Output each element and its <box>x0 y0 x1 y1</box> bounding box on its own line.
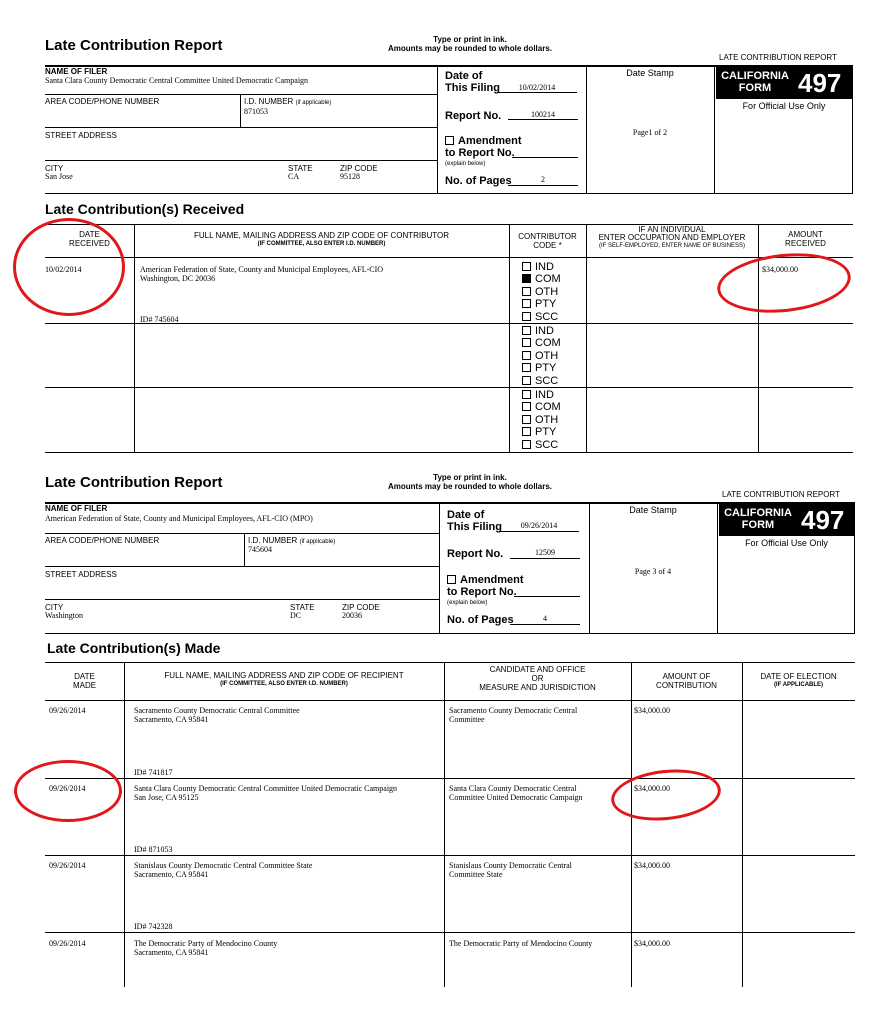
form1-name-label: NAME OF FILER <box>45 67 108 76</box>
form2-amendment-checkbox[interactable] <box>447 575 456 584</box>
form2-col-name: FULL NAME, MAILING ADDRESS AND ZIP CODE OF RECIPIENT (IF COMMITTEE, ALSO ENTER I.D. NUMBER) <box>164 671 404 687</box>
form1-code-group-2: IND COM OTH PTY SCC <box>522 325 561 387</box>
form1-instructions: Type or print in ink. Amounts may be rounded to whole dollars. <box>387 35 552 53</box>
form1-page-of: Page1 of 2 <box>632 128 668 137</box>
form1-section-title: Late Contribution(s) Received <box>45 201 245 217</box>
row-id: ID# 742328 <box>134 922 173 931</box>
row-name: Santa Clara County Democratic Central Committee United Democratic Campaign San Jose, CA 95125 <box>134 784 398 802</box>
code-oth-checkbox[interactable] <box>522 415 531 424</box>
code-ind-checkbox[interactable] <box>522 262 531 271</box>
form2-ca-badge: CALIFORNIA FORM 497 <box>719 504 854 536</box>
form1-row-name: American Federation of State, County and Municipal Employees, AFL-CIO Washington, DC 20036 <box>140 265 384 283</box>
code-scc-checkbox[interactable] <box>522 376 531 385</box>
row-name: The Democratic Party of Mendocino County Sacramento, CA 95841 <box>134 939 278 957</box>
form1-pages-label: No. of Pages <box>445 175 512 187</box>
form1-id-label: I.D. NUMBER (if applicable) <box>244 97 332 106</box>
row-candidate: Santa Clara County Democratic Central Committee United Democratic Campaign <box>449 784 583 802</box>
form2-date-label: Date of This Filing <box>447 509 502 533</box>
form1-phone-label: AREA CODE/PHONE NUMBER <box>45 97 160 106</box>
form2-name-label: NAME OF FILER <box>45 504 108 513</box>
form2-city-value: Washington <box>45 611 84 620</box>
code-oth-checkbox[interactable] <box>522 287 531 296</box>
annotation-circle-date-made <box>14 760 122 822</box>
row-date: 09/26/2014 <box>49 939 86 948</box>
code-ind-checkbox[interactable] <box>522 326 531 335</box>
row-name: Sacramento County Democratic Central Committee Sacramento, CA 95841 <box>134 706 300 724</box>
row-id: ID# 741817 <box>134 768 173 777</box>
form2-name-value: American Federation of State, County and Municipal Employees, AFL-CIO (MPO) <box>45 514 313 523</box>
annotation-circle-date-received <box>13 218 125 316</box>
form1-col-name: FULL NAME, MAILING ADDRESS AND ZIP CODE OF CONTRIBUTOR (IF COMMITTEE, ALSO ENTER I.D. NUMBER) <box>193 231 449 247</box>
code-com-checkbox[interactable] <box>522 274 531 283</box>
form1-zip-label: ZIP CODE <box>340 164 378 173</box>
form2-official: For Official Use Only <box>745 538 828 548</box>
form2-explain: (explain below) <box>447 600 488 606</box>
form2-section-title: Late Contribution(s) Made <box>47 640 221 656</box>
code-com-checkbox[interactable] <box>522 338 531 347</box>
form2-amendment[interactable]: Amendment to Report No. <box>447 574 524 598</box>
form2-report-value: 12509 <box>535 548 555 557</box>
form1-row-date: 10/02/2014 <box>45 265 82 274</box>
form1-report-label: Report No. <box>445 110 502 122</box>
form1-date-stamp: Date Stamp <box>626 68 674 78</box>
form2-col-election: DATE OF ELECTION (IF APPLICABLE) <box>760 672 837 688</box>
form2-state-value: DC <box>290 611 302 620</box>
row-candidate: Stanislaus County Democratic Central Committee State <box>449 861 572 879</box>
form2-id-label: I.D. NUMBER (if applicable) <box>248 536 336 545</box>
form2-corner-label: LATE CONTRIBUTION REPORT <box>722 490 840 499</box>
row-candidate: The Democratic Party of Mendocino County <box>449 939 593 948</box>
form2-col-date: DATE MADE <box>72 672 97 690</box>
form2-col-amount: AMOUNT OF CONTRIBUTION <box>656 672 717 690</box>
form1-row-amount: $34,000.00 <box>762 265 798 274</box>
code-pty-checkbox[interactable] <box>522 427 531 436</box>
form1-col-amount: AMOUNT RECEIVED <box>785 230 826 248</box>
code-scc-checkbox[interactable] <box>522 440 531 449</box>
row-id: ID# 871053 <box>134 845 173 854</box>
row-date: 09/26/2014 <box>49 861 86 870</box>
form1-amendment-checkbox[interactable] <box>445 136 454 145</box>
form1-id-value: 871053 <box>244 107 268 116</box>
row-candidate: Sacramento County Democratic Central Committee <box>449 706 578 724</box>
form1-official: For Official Use Only <box>742 101 826 111</box>
form1-ca-badge: CALIFORNIA FORM 497 <box>716 67 852 99</box>
code-ind-checkbox[interactable] <box>522 390 531 399</box>
code-oth-checkbox[interactable] <box>522 351 531 360</box>
form2-state-label: STATE <box>290 603 315 612</box>
form2-instructions: Type or print in ink. Amounts may be rounded to whole dollars. <box>387 473 552 491</box>
code-pty-checkbox[interactable] <box>522 363 531 372</box>
form1-street-label: STREET ADDRESS <box>45 131 117 140</box>
form1-explain: (explain below) <box>445 161 486 167</box>
form2-pages-label: No. of Pages <box>447 614 514 626</box>
form1-form-number: 497 <box>798 68 842 98</box>
form2-id-value: 745604 <box>248 545 272 554</box>
form1-title: Late Contribution Report <box>45 37 223 54</box>
form1-date-label: Date of This Filing <box>445 70 500 94</box>
form1-date-value: 10/02/2014 <box>518 83 556 92</box>
form1-zip-value: 95128 <box>340 172 360 181</box>
form2-zip-value: 20036 <box>342 611 362 620</box>
form1-city-label: CITY <box>45 164 64 173</box>
form1-code-group-1: IND COM OTH PTY SCC <box>522 261 561 323</box>
form1-col-occupation: IF AN INDIVIDUAL ENTER OCCUPATION AND EMPLOYER (IF SELF-EMPLOYED, ENTER NAME OF BUSINESS) <box>598 225 746 249</box>
form1-corner-label: LATE CONTRIBUTION REPORT <box>719 53 837 62</box>
form1-report-value: 100214 <box>531 110 555 119</box>
form2-date-stamp: Date Stamp <box>629 505 677 515</box>
row-amount: $34,000.00 <box>634 706 670 715</box>
form1-code-group-3: IND COM OTH PTY SCC <box>522 389 561 451</box>
form2-city-label: CITY <box>45 603 64 612</box>
form2-date-value: 09/26/2014 <box>520 521 558 530</box>
form2-zip-label: ZIP CODE <box>342 603 380 612</box>
form1-amendment[interactable]: Amendment to Report No. <box>445 135 522 159</box>
form2-title: Late Contribution Report <box>45 474 223 491</box>
form1-city-value: San Jose <box>45 172 73 181</box>
form1-col-code: CONTRIBUTOR CODE * <box>518 232 577 250</box>
annotation-circle-amount-contribution <box>609 764 724 825</box>
form2-col-candidate: CANDIDATE AND OFFICE OR MEASURE AND JURISDICTION <box>479 665 596 692</box>
code-com-checkbox[interactable] <box>522 402 531 411</box>
code-pty-checkbox[interactable] <box>522 299 531 308</box>
form1-pages-value: 2 <box>541 175 545 184</box>
form1-state-label: STATE <box>288 164 313 173</box>
form2-form-number: 497 <box>801 505 845 535</box>
form1-col-date: DATE RECEIVED <box>69 230 110 248</box>
form1-row-id: ID# 745604 <box>140 315 179 324</box>
form2-report-label: Report No. <box>447 548 504 560</box>
code-scc-checkbox[interactable] <box>522 312 531 321</box>
form1-state-value: CA <box>288 172 300 181</box>
row-date: 09/26/2014 <box>49 706 86 715</box>
form2-phone-label: AREA CODE/PHONE NUMBER <box>45 536 160 545</box>
form1-name-value: Santa Clara County Democratic Central Committee United Democratic Campaign <box>45 76 309 85</box>
form2-page-of: Page 3 of 4 <box>634 567 672 576</box>
row-amount: $34,000.00 <box>634 784 670 793</box>
form2-pages-value: 4 <box>543 614 547 623</box>
row-amount: $34,000.00 <box>634 861 670 870</box>
row-amount: $34,000.00 <box>634 939 670 948</box>
row-date: 09/26/2014 <box>49 784 86 793</box>
form2-street-label: STREET ADDRESS <box>45 570 117 579</box>
row-name: Stanislaus County Democratic Central Committee State Sacramento, CA 95841 <box>134 861 313 879</box>
